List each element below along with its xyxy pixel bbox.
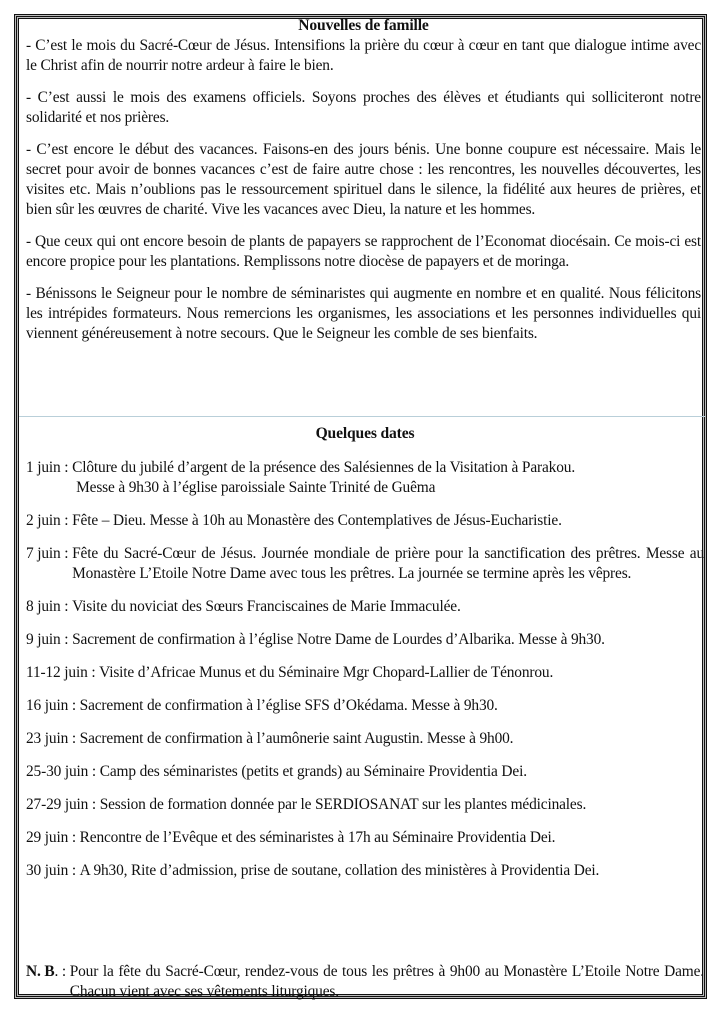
date-label: 16 juin :: [26, 697, 80, 714]
date-label: 1 juin :: [26, 459, 73, 476]
dates-title: Quelques dates: [315, 425, 415, 442]
date-entry: [26, 597, 704, 617]
date-description: Sacrement de confirmation à l’église Notre Dame de Lourdes d’Albarika. Messe à 9h30.: [72, 631, 605, 648]
date-entry: [26, 458, 704, 498]
date-entry: [26, 861, 704, 881]
date-description: Session de formation donnée par le SERDIOSANAT sur les plantes médicinales.: [99, 796, 587, 813]
date-label: 29 juin :: [26, 829, 80, 846]
date-description: Camp des séminaristes (petits et grands) au Séminaire Providentia Dei.: [99, 763, 527, 780]
date-label: 11-12 juin :: [26, 664, 100, 681]
date-description: Sacrement de confirmation à l’église SFS d’Okédama. Messe à 9h30.: [79, 697, 498, 714]
date-description-line1: Clôture du jubilé d’argent de la présence des Salésiennes de la Visitation à Parakou.: [72, 459, 576, 476]
date-label: 8 juin :: [26, 598, 73, 615]
date-label: 2 juin :: [26, 512, 73, 529]
news-paragraph: - C’est le mois du Sacré-Cœur de Jésus. Intensifions la prière du cœur à cœur en tant que dialogue intime avec le Christ afin de nourrir notre ardeur à faire le bien.: [26, 37, 701, 74]
date-entry: [26, 630, 704, 650]
family-news-section: [26, 16, 701, 344]
date-label: 7 juin :: [26, 545, 73, 562]
date-label: 30 juin :: [26, 862, 80, 879]
date-description: Sacrement de confirmation à l’aumônerie saint Augustin. Messe à 9h00.: [79, 730, 514, 747]
date-label: 23 juin :: [26, 730, 80, 747]
date-label: 25-30 juin :: [26, 763, 100, 780]
nota-bene: [26, 962, 704, 1002]
family-news-title: Nouvelles de famille: [298, 17, 429, 34]
date-description: Rencontre de l’Evêque et des séminaristes à 17h au Séminaire Providentia Dei.: [79, 829, 556, 846]
date-description: Fête – Dieu. Messe à 10h au Monastère des Contemplatives de Jésus-Eucharistie.: [72, 512, 562, 529]
date-description-line2: Messe à 9h30 à l’église paroissiale Sainte Trinité de Guêma: [76, 479, 436, 496]
date-label: 9 juin :: [26, 631, 73, 648]
date-entry: [26, 544, 704, 584]
news-paragraph: - Bénissons le Seigneur pour le nombre de séminaristes qui augmente en nombre et en qualité. Nous félicitons les intrépides formateurs. Nous remercions les organismes, les associations et les personnes individuelles qui viennent généreusement à notre secours. Que le Seigneur les comble de ses bienfaits.: [26, 285, 701, 342]
nota-bene-label: N. B: [26, 963, 55, 980]
date-entry: [26, 663, 704, 683]
date-description: Fête du Sacré-Cœur de Jésus. Journée mondiale de prière pour la sanctification des prêtres. Messe au Monastère L’Etoile Notre Dame avec tous les prêtres. La journée se termine après les vêpres.: [72, 545, 704, 582]
date-entry: [26, 828, 704, 848]
date-description: [72, 458, 704, 498]
date-description: Visite d’Africae Munus et du Séminaire Mgr Chopard-Lallier de Ténonrou.: [99, 664, 554, 681]
date-entry: [26, 729, 704, 749]
date-description: Visite du noviciat des Sœurs Franciscaines de Marie Immaculée.: [72, 598, 461, 615]
news-paragraph: - Que ceux qui ont encore besoin de plants de papayers se rapprochent de l’Economat diocésain. Ce mois-ci est encore propice pour les plantations. Remplissons notre diocèse de papayers et de moringa.: [26, 233, 701, 270]
date-label: 27-29 juin :: [26, 796, 100, 813]
dates-section: [26, 424, 704, 894]
date-entry: [26, 511, 704, 531]
nota-bene-separator: . :: [54, 963, 70, 980]
date-description: A 9h30, Rite d’admission, prise de soutane, collation des ministères à Providentia Dei.: [79, 862, 600, 879]
section-divider: [19, 416, 705, 417]
date-entry: [26, 762, 704, 782]
nota-bene-text: Pour la fête du Sacré-Cœur, rendez-vous de tous les prêtres à 9h00 au Monastère L’Etoile Notre Dame. Chacun vient avec ses vêtements liturgiques.: [69, 963, 704, 1000]
date-entry: [26, 696, 704, 716]
news-paragraph: - C’est aussi le mois des examens officiels. Soyons proches des élèves et étudiants qui solliciteront notre solidarité et nos prières.: [26, 89, 701, 126]
news-paragraph: - C’est encore le début des vacances. Faisons-en des jours bénis. Une bonne coupure est nécessaire. Mais le secret pour avoir de bonnes vacances c’est de faire autre chose : les rencontres, les nouvelles découvertes, les visites etc. Mais n’oublions pas le ressourcement spirituel dans le silence, la fidélité aux heures de prières, et bien sûr les œuvres de charité. Vive les vacances avec Dieu, la nature et les hommes.: [26, 141, 701, 218]
date-entry: [26, 795, 704, 815]
